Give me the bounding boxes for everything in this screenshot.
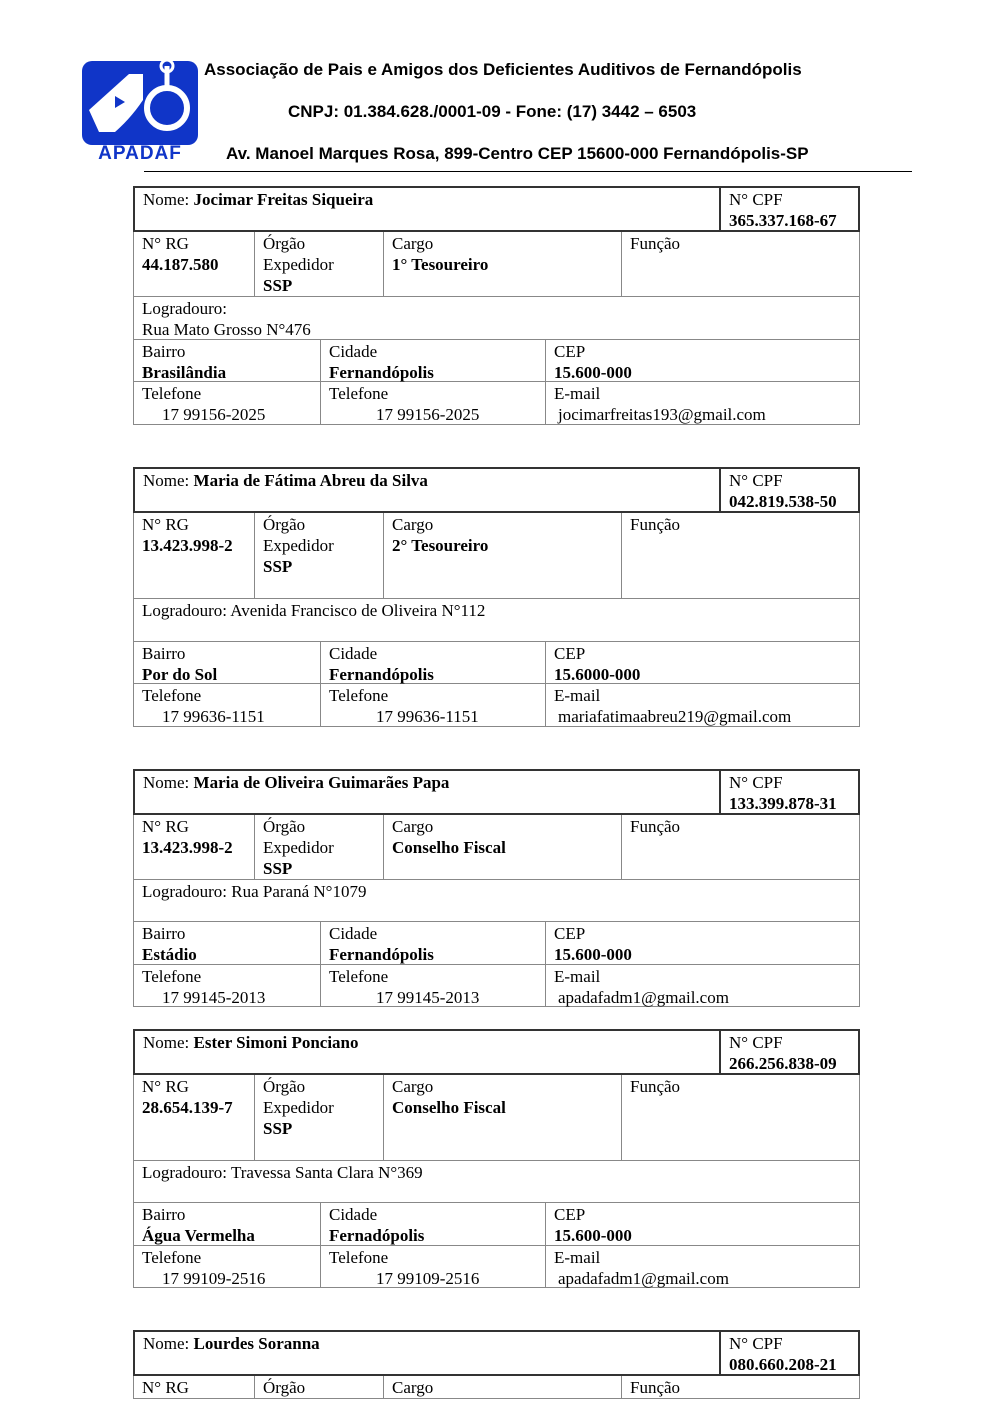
location-row — [133, 1203, 860, 1246]
funcao-label: Função — [630, 234, 681, 253]
cargo-label: Cargo — [392, 1077, 434, 1096]
address-cell — [134, 297, 859, 339]
logradouro-value: Rua Mato Grosso N°476 — [142, 320, 311, 339]
cpf-label: N° CPF — [729, 1334, 783, 1353]
member-record — [133, 186, 860, 425]
name-label: Nome: — [143, 1033, 194, 1052]
name-cell — [135, 1031, 719, 1073]
orgao-label: Órgão — [263, 234, 306, 253]
cep-cell — [545, 922, 859, 964]
bairro-label: Bairro — [142, 924, 186, 943]
name-label: Nome: — [143, 773, 194, 792]
name-cell — [135, 771, 719, 813]
telefone2-value: 17 99109-2516 — [376, 1269, 480, 1288]
orgao-label: Órgão — [263, 1077, 306, 1096]
cidade-cell — [320, 642, 545, 683]
org-address: Av. Manoel Marques Rosa, 899-Centro CEP 15600-000 Fernandópolis-SP — [226, 144, 809, 163]
cidade-cell — [320, 340, 545, 381]
name-label: Nome: — [143, 190, 194, 209]
cpf-value: 080.660.208-21 — [729, 1355, 837, 1374]
telefone-cell — [134, 382, 320, 424]
telefone2-cell — [320, 1246, 545, 1287]
orgao-label: Órgão — [263, 817, 306, 836]
name-label: Nome: — [143, 471, 194, 490]
telefone-cell — [134, 1246, 320, 1287]
member-record — [133, 1029, 860, 1288]
telefone-label: Telefone — [142, 384, 202, 403]
address-cell — [134, 880, 859, 921]
address-cell — [134, 1161, 859, 1202]
telefone-value: 17 99145-2013 — [162, 988, 266, 1007]
orgao-label-2: Expedidor — [263, 1098, 334, 1117]
email-cell — [545, 1246, 859, 1287]
cep-cell — [545, 642, 859, 683]
cargo-label: Cargo — [392, 515, 434, 534]
rg-value: 28.654.139-7 — [142, 1098, 233, 1117]
contact-row — [133, 1246, 860, 1288]
logradouro-label: Logradouro: — [142, 299, 227, 318]
cargo-value: 1° Tesoureiro — [392, 255, 489, 274]
telefone-cell — [134, 965, 320, 1006]
cpf-cell — [719, 1332, 858, 1374]
orgao-label-2: Expedidor — [263, 536, 334, 555]
cidade-label: Cidade — [329, 342, 378, 361]
cep-label: CEP — [554, 342, 586, 361]
bairro-cell — [134, 1203, 320, 1245]
cep-value: 15.600-000 — [554, 945, 632, 964]
cidade-value: Fernadópolis — [329, 1226, 425, 1245]
telefone2-value: 17 99156-2025 — [376, 405, 480, 424]
cep-cell — [545, 340, 859, 381]
cidade-label: Cidade — [329, 924, 378, 943]
bairro-cell — [134, 642, 320, 683]
email-value: jocimarfreitas193@gmail.com — [558, 405, 766, 424]
telefone2-cell — [320, 684, 545, 726]
address-row — [133, 1161, 860, 1203]
member-name: Maria de Fátima Abreu da Silva — [193, 471, 428, 490]
bairro-cell — [134, 340, 320, 381]
cep-cell — [545, 1203, 859, 1245]
location-row — [133, 922, 860, 965]
cargo-cell — [383, 513, 621, 598]
email-cell — [545, 684, 859, 726]
cargo-value: Conselho Fiscal — [392, 838, 506, 857]
email-label: E-mail — [554, 967, 601, 986]
email-cell — [545, 382, 859, 424]
orgao-value: SSP — [263, 557, 293, 576]
member-record — [133, 1330, 860, 1399]
funcao-label: Função — [630, 1077, 681, 1096]
funcao-cell — [621, 1075, 859, 1160]
name-row — [133, 1029, 860, 1075]
cidade-cell — [320, 1203, 545, 1245]
rg-label: N° RG — [142, 1378, 189, 1397]
name-row — [133, 186, 860, 232]
cargo-label: Cargo — [392, 1378, 434, 1397]
cargo-value: Conselho Fiscal — [392, 1098, 506, 1117]
telefone2-label: Telefone — [329, 384, 389, 403]
orgao-value: SSP — [263, 1119, 293, 1138]
rg-cell — [134, 815, 254, 879]
email-value: apadafadm1@gmail.com — [558, 988, 729, 1007]
orgao-label: Órgão — [263, 1378, 306, 1397]
cpf-cell — [719, 469, 858, 511]
address-cell — [134, 599, 859, 641]
cpf-value: 266.256.838-09 — [729, 1054, 837, 1073]
cep-value: 15.600-000 — [554, 363, 632, 382]
funcao-label: Função — [630, 1378, 681, 1397]
cep-label: CEP — [554, 644, 586, 663]
email-value: mariafatimaabreu219@gmail.com — [558, 707, 792, 726]
header-divider — [144, 171, 912, 172]
bairro-value: Estádio — [142, 945, 197, 964]
orgao-cell — [254, 815, 383, 879]
telefone-value: 17 99156-2025 — [162, 405, 266, 424]
cpf-cell — [719, 771, 858, 813]
cidade-value: Fernandópolis — [329, 363, 434, 382]
address-row — [133, 599, 860, 642]
cpf-cell — [719, 1031, 858, 1073]
orgao-cell — [254, 513, 383, 598]
cep-value: 15.6000-000 — [554, 665, 641, 684]
orgao-label-2: Expedidor — [263, 255, 334, 274]
member-record — [133, 467, 860, 727]
bairro-label: Bairro — [142, 1205, 186, 1224]
cpf-label: N° CPF — [729, 190, 783, 209]
address-row — [133, 297, 860, 340]
email-value: apadafadm1@gmail.com — [558, 1269, 729, 1288]
funcao-cell — [621, 232, 859, 296]
name-label: Nome: — [143, 1334, 194, 1353]
name-row — [133, 467, 860, 513]
bairro-value: Água Vermelha — [142, 1226, 255, 1245]
bairro-cell — [134, 922, 320, 964]
member-name: Lourdes Soranna — [193, 1334, 320, 1353]
rg-label: N° RG — [142, 817, 189, 836]
bairro-label: Bairro — [142, 644, 186, 663]
telefone2-value: 17 99145-2013 — [376, 988, 480, 1007]
telefone2-cell — [320, 965, 545, 1006]
cidade-value: Fernandópolis — [329, 665, 434, 684]
funcao-cell — [621, 513, 859, 598]
id-row — [133, 1376, 860, 1399]
cidade-label: Cidade — [329, 1205, 378, 1224]
logradouro-value: Rua Paraná N°1079 — [231, 882, 367, 901]
rg-value: 44.187.580 — [142, 255, 219, 274]
telefone-cell — [134, 684, 320, 726]
telefone-value: 17 99109-2516 — [162, 1269, 266, 1288]
contact-row — [133, 382, 860, 425]
cep-label: CEP — [554, 924, 586, 943]
cpf-label: N° CPF — [729, 773, 783, 792]
org-cnpj-phone: CNPJ: 01.384.628./0001-09 - Fone: (17) 3442 – 6503 — [288, 102, 697, 121]
cpf-cell — [719, 188, 858, 230]
telefone-label: Telefone — [142, 686, 202, 705]
telefone2-value: 17 99636-1151 — [376, 707, 479, 726]
orgao-cell — [254, 232, 383, 296]
name-cell — [135, 188, 719, 230]
cargo-cell — [383, 232, 621, 296]
document-header — [0, 0, 993, 180]
logradouro-label: Logradouro: — [142, 882, 227, 901]
rg-label: N° RG — [142, 1077, 189, 1096]
logradouro-value: Avenida Francisco de Oliveira N°112 — [230, 601, 486, 620]
rg-label: N° RG — [142, 234, 189, 253]
cidade-label: Cidade — [329, 644, 378, 663]
cargo-cell — [383, 1376, 621, 1398]
logradouro-label: Logradouro: — [142, 1163, 227, 1182]
orgao-label: Órgão — [263, 515, 306, 534]
cpf-value: 133.399.878-31 — [729, 794, 837, 813]
funcao-label: Função — [630, 515, 681, 534]
rg-value: 13.423.998-2 — [142, 838, 233, 857]
rg-cell — [134, 232, 254, 296]
orgao-cell — [254, 1376, 383, 1398]
telefone-value: 17 99636-1151 — [162, 707, 265, 726]
telefone-label: Telefone — [142, 967, 202, 986]
location-row — [133, 642, 860, 684]
logradouro-value: Travessa Santa Clara N°369 — [230, 1163, 423, 1182]
telefone2-cell — [320, 382, 545, 424]
rg-value: 13.423.998-2 — [142, 536, 233, 555]
orgao-cell — [254, 1075, 383, 1160]
name-row — [133, 1330, 860, 1376]
cpf-label: N° CPF — [729, 471, 783, 490]
name-row — [133, 769, 860, 815]
cargo-value: 2° Tesoureiro — [392, 536, 489, 555]
email-cell — [545, 965, 859, 1006]
member-record — [133, 769, 860, 1007]
email-label: E-mail — [554, 686, 601, 705]
telefone-label: Telefone — [142, 1248, 202, 1267]
id-row — [133, 815, 860, 880]
rg-cell — [134, 1075, 254, 1160]
cep-value: 15.600-000 — [554, 1226, 632, 1245]
orgao-value: SSP — [263, 276, 293, 295]
telefone2-label: Telefone — [329, 686, 389, 705]
member-name: Jocimar Freitas Siqueira — [193, 190, 374, 209]
location-row — [133, 340, 860, 382]
org-name: Associação de Pais e Amigos dos Deficientes Auditivos de Fernandópolis — [204, 60, 802, 79]
funcao-label: Função — [630, 817, 681, 836]
orgao-label-2: Expedidor — [263, 838, 334, 857]
name-cell — [135, 469, 719, 511]
contact-row — [133, 965, 860, 1007]
cep-label: CEP — [554, 1205, 586, 1224]
contact-row — [133, 684, 860, 727]
telefone2-label: Telefone — [329, 967, 389, 986]
member-name: Maria de Oliveira Guimarães Papa — [193, 773, 450, 792]
cargo-cell — [383, 1075, 621, 1160]
email-label: E-mail — [554, 384, 601, 403]
orgao-value: SSP — [263, 859, 293, 878]
rg-cell — [134, 513, 254, 598]
email-label: E-mail — [554, 1248, 601, 1267]
cidade-cell — [320, 922, 545, 964]
telefone2-label: Telefone — [329, 1248, 389, 1267]
cargo-cell — [383, 815, 621, 879]
id-row — [133, 513, 860, 599]
logradouro-label: Logradouro: — [142, 601, 227, 620]
funcao-cell — [621, 815, 859, 879]
bairro-value: Brasilândia — [142, 363, 227, 382]
rg-label: N° RG — [142, 515, 189, 534]
rg-cell — [134, 1376, 254, 1398]
cidade-value: Fernandópolis — [329, 945, 434, 964]
bairro-value: Por do Sol — [142, 665, 218, 684]
cpf-value: 365.337.168-67 — [729, 211, 837, 230]
funcao-cell — [621, 1376, 859, 1398]
cargo-label: Cargo — [392, 234, 434, 253]
cpf-label: N° CPF — [729, 1033, 783, 1052]
cargo-label: Cargo — [392, 817, 434, 836]
id-row — [133, 1075, 860, 1161]
logo-text: APADAF — [98, 143, 182, 164]
address-row — [133, 880, 860, 922]
name-cell — [135, 1332, 719, 1374]
cpf-value: 042.819.538-50 — [729, 492, 837, 511]
member-name: Ester Simoni Ponciano — [193, 1033, 359, 1052]
bairro-label: Bairro — [142, 342, 186, 361]
id-row — [133, 232, 860, 297]
